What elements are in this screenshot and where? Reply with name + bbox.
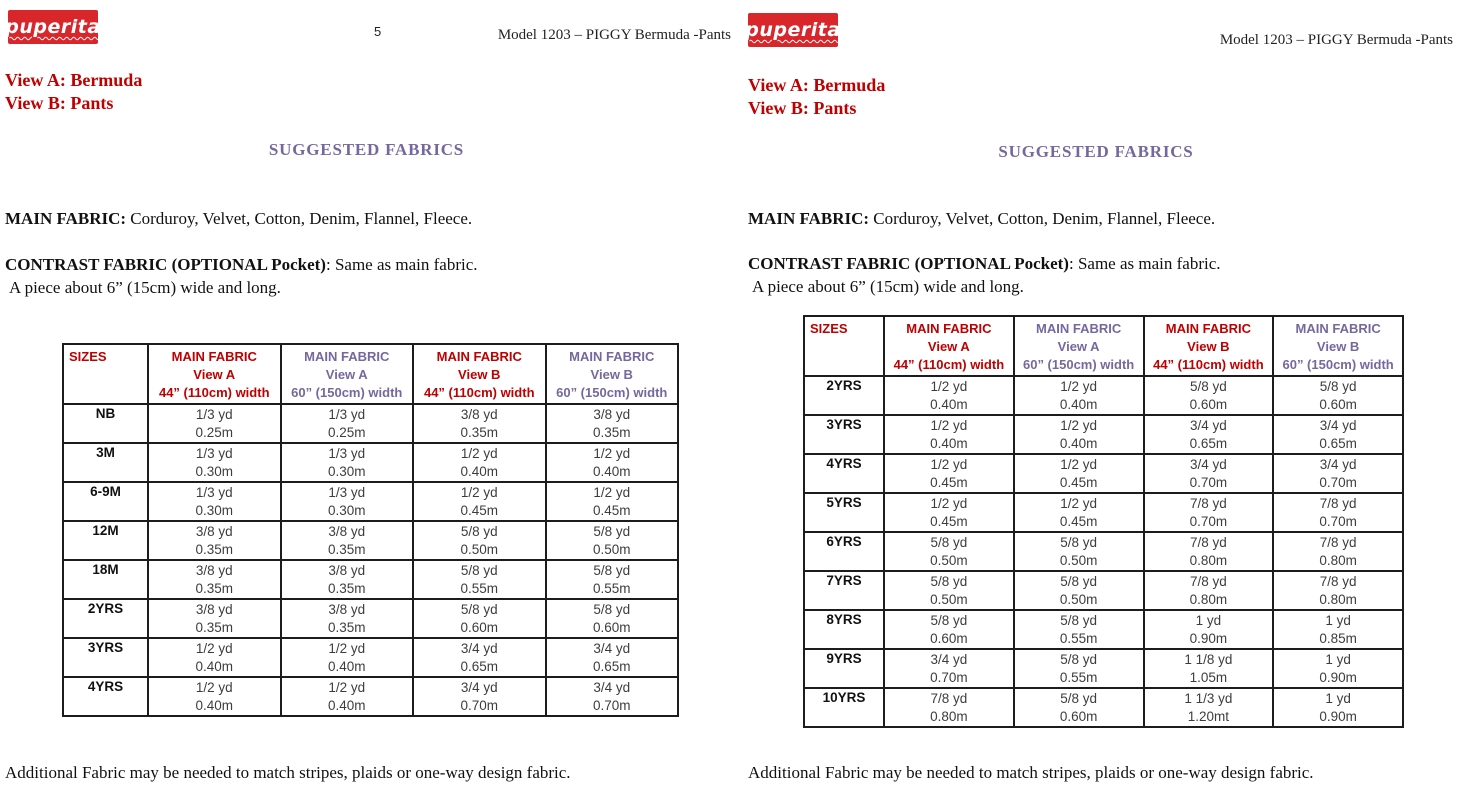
contrast-fabric-line2: A piece about 6” (15cm) wide and long. [752, 277, 1024, 296]
puperita-logo [5, 10, 101, 44]
fabric-amount-cell: 7/8 yd 0.80m [1273, 571, 1403, 610]
size-label: 9YRS [804, 649, 884, 688]
view-b-label: View B: Pants [748, 98, 857, 118]
doc-title: Model 1203 – PIGGY Bermuda -Pants [1219, 32, 1453, 48]
size-label: 8YRS [804, 610, 884, 649]
table-row [804, 571, 1403, 610]
fabric-amount-cell: 5/8 yd 0.50m [1014, 571, 1144, 610]
fabric-amount-cell: 1 1/8 yd 1.05m [1144, 649, 1274, 688]
fabric-amount-cell: 1 yd 0.85m [1273, 610, 1403, 649]
table-row [63, 638, 678, 677]
size-label: 7YRS [804, 571, 884, 610]
fabric-amount-cell: 1/2 yd 0.40m [413, 443, 546, 482]
fabric-amount-cell: 3/8 yd 0.35m [281, 599, 414, 638]
size-label: 12M [63, 521, 148, 560]
fabric-amount-cell: 5/8 yd 0.60m [884, 610, 1014, 649]
fabric-amount-cell: 7/8 yd 0.80m [1144, 571, 1274, 610]
sizes-column-header: SIZES [63, 344, 148, 404]
size-label: 10YRS [804, 688, 884, 727]
fabric-amount-cell: 1 yd 0.90m [1144, 610, 1274, 649]
table-row [63, 599, 678, 638]
section-title: SUGGESTED FABRICS [998, 142, 1194, 161]
size-label: 18M [63, 560, 148, 599]
fabric-amount-cell: 5/8 yd 0.60m [1273, 376, 1403, 415]
main-fabric-text: Corduroy, Velvet, Cotton, Denim, Flannel, Fleece. [869, 209, 1216, 228]
page-right [733, 0, 1459, 789]
fabric-amount-cell: 1/2 yd 0.45m [546, 482, 679, 521]
fabric-amount-cell: 5/8 yd 0.55m [1014, 610, 1144, 649]
fabric-column-header: MAIN FABRIC View A 60” (150cm) width [1014, 316, 1144, 376]
fabric-amount-cell: 5/8 yd 0.55m [1014, 649, 1144, 688]
size-label: 4YRS [63, 677, 148, 716]
main-fabric-text: Corduroy, Velvet, Cotton, Denim, Flannel, Fleece. [126, 209, 473, 228]
contrast-fabric-label: CONTRAST FABRIC (OPTIONAL Pocket) [748, 254, 1069, 273]
table-row [63, 521, 678, 560]
fabric-amount-cell: 1/3 yd 0.30m [281, 443, 414, 482]
fabric-amount-cell: 5/8 yd 0.55m [546, 560, 679, 599]
size-label: 5YRS [804, 493, 884, 532]
fabric-amount-cell: 7/8 yd 0.80m [1144, 532, 1274, 571]
doc-title: Model 1203 – PIGGY Bermuda -Pants [497, 27, 731, 43]
view-labels [5, 69, 142, 115]
contrast-fabric-line2: A piece about 6” (15cm) wide and long. [9, 278, 281, 297]
fabric-amount-cell: 3/4 yd 0.65m [1273, 415, 1403, 454]
size-label: 2YRS [804, 376, 884, 415]
fabric-amount-cell: 1/2 yd 0.40m [1014, 376, 1144, 415]
table-row [804, 688, 1403, 727]
fabric-amount-cell: 1/2 yd 0.40m [1014, 415, 1144, 454]
contrast-fabric-text: : Same as main fabric. [325, 255, 478, 274]
fabric-column-header: MAIN FABRIC View B 60” (150cm) width [546, 344, 679, 404]
view-a-label: View A: Bermuda [5, 70, 143, 90]
table-row [804, 493, 1403, 532]
fabric-amount-cell: 1/2 yd 0.40m [884, 415, 1014, 454]
fabric-amount-cell: 3/4 yd 0.70m [884, 649, 1014, 688]
fabric-amount-cell: 5/8 yd 0.55m [413, 560, 546, 599]
fabric-amount-cell: 3/8 yd 0.35m [413, 404, 546, 443]
puperita-logo [745, 13, 841, 47]
view-b-label: View B: Pants [5, 93, 114, 113]
fabric-amount-cell: 1 yd 0.90m [1273, 649, 1403, 688]
size-label: 4YRS [804, 454, 884, 493]
size-label: 3YRS [63, 638, 148, 677]
fabric-column-header: MAIN FABRIC View B 44” (110cm) width [413, 344, 546, 404]
fabric-amount-cell: 5/8 yd 0.50m [546, 521, 679, 560]
fabric-amount-cell: 3/4 yd 0.70m [413, 677, 546, 716]
fabric-amount-cell: 3/8 yd 0.35m [281, 521, 414, 560]
fabric-amount-cell: 1/2 yd 0.45m [1014, 493, 1144, 532]
main-fabric-line [5, 209, 472, 229]
fabric-amount-cell: 7/8 yd 0.80m [884, 688, 1014, 727]
main-fabric-label: MAIN FABRIC: [748, 209, 870, 228]
fabric-amount-cell: 1/2 yd 0.40m [546, 443, 679, 482]
table-row [804, 415, 1403, 454]
additional-fabric-note: Additional Fabric may be needed to match stripes, plaids or one-way design fabric. [5, 763, 571, 782]
fabric-amount-cell: 1/3 yd 0.30m [281, 482, 414, 521]
size-label: 3YRS [804, 415, 884, 454]
view-a-label: View A: Bermuda [748, 75, 886, 95]
contrast-fabric-line [5, 255, 478, 275]
size-label: 2YRS [63, 599, 148, 638]
fabric-amount-cell: 1 1/3 yd 1.20mt [1144, 688, 1274, 727]
fabric-amount-cell: 1/3 yd 0.30m [148, 482, 281, 521]
puperita-logo-text: puperita [745, 19, 841, 41]
contrast-fabric-text: : Same as main fabric. [1068, 254, 1221, 273]
fabric-amount-cell: 1/3 yd 0.30m [148, 443, 281, 482]
fabric-column-header: MAIN FABRIC View B 60” (150cm) width [1273, 316, 1403, 376]
size-label: 6-9M [63, 482, 148, 521]
main-fabric-label: MAIN FABRIC: [5, 209, 127, 228]
fabric-amount-cell: 1/2 yd 0.45m [884, 454, 1014, 493]
fabric-amount-cell: 3/8 yd 0.35m [546, 404, 679, 443]
fabric-amount-cell: 5/8 yd 0.50m [884, 571, 1014, 610]
fabric-amount-cell: 3/4 yd 0.70m [1273, 454, 1403, 493]
fabric-amount-cell: 1/2 yd 0.40m [281, 677, 414, 716]
fabric-amount-cell: 3/8 yd 0.35m [281, 560, 414, 599]
size-label: 6YRS [804, 532, 884, 571]
fabric-amount-cell: 1 yd 0.90m [1273, 688, 1403, 727]
table-row [63, 404, 678, 443]
table-row [804, 376, 1403, 415]
puperita-logo-text: puperita [5, 16, 101, 38]
fabric-amount-cell: 3/8 yd 0.35m [148, 521, 281, 560]
sizes-column-header: SIZES [804, 316, 884, 376]
fabric-column-header: MAIN FABRIC View A 44” (110cm) width [148, 344, 281, 404]
fabric-amount-cell: 5/8 yd 0.50m [413, 521, 546, 560]
fabric-amount-cell: 1/3 yd 0.25m [148, 404, 281, 443]
table-row [63, 560, 678, 599]
fabric-amount-cell: 5/8 yd 0.60m [413, 599, 546, 638]
fabric-amount-cell: 1/2 yd 0.40m [884, 376, 1014, 415]
fabric-requirements-table [62, 343, 679, 717]
fabric-amount-cell: 3/4 yd 0.65m [1144, 415, 1274, 454]
fabric-amount-cell: 1/2 yd 0.45m [413, 482, 546, 521]
view-labels [748, 74, 885, 120]
fabric-amount-cell: 7/8 yd 0.70m [1273, 493, 1403, 532]
fabric-amount-cell: 1/2 yd 0.40m [281, 638, 414, 677]
table-row [804, 649, 1403, 688]
additional-fabric-note: Additional Fabric may be needed to match stripes, plaids or one-way design fabric. [748, 763, 1314, 782]
fabric-amount-cell: 5/8 yd 0.50m [1014, 532, 1144, 571]
table-row [63, 443, 678, 482]
table-row [804, 454, 1403, 493]
fabric-amount-cell: 7/8 yd 0.80m [1273, 532, 1403, 571]
table-row [804, 532, 1403, 571]
size-label: 3M [63, 443, 148, 482]
fabric-amount-cell: 5/8 yd 0.60m [1144, 376, 1274, 415]
fabric-amount-cell: 5/8 yd 0.60m [1014, 688, 1144, 727]
fabric-amount-cell: 3/4 yd 0.70m [1144, 454, 1274, 493]
fabric-amount-cell: 7/8 yd 0.70m [1144, 493, 1274, 532]
section-title: SUGGESTED FABRICS [268, 140, 465, 159]
main-fabric-line [748, 209, 1215, 229]
fabric-amount-cell: 3/4 yd 0.65m [413, 638, 546, 677]
fabric-amount-cell: 1/2 yd 0.45m [884, 493, 1014, 532]
fabric-amount-cell: 3/8 yd 0.35m [148, 599, 281, 638]
page-number: 5 [374, 24, 382, 39]
fabric-amount-cell: 1/2 yd 0.40m [148, 677, 281, 716]
fabric-amount-cell: 3/4 yd 0.70m [546, 677, 679, 716]
fabric-amount-cell: 1/2 yd 0.40m [148, 638, 281, 677]
fabric-column-header: MAIN FABRIC View A 44” (110cm) width [884, 316, 1014, 376]
fabric-requirements-table [803, 315, 1404, 728]
contrast-fabric-line [748, 254, 1221, 274]
contrast-fabric-label: CONTRAST FABRIC (OPTIONAL Pocket) [5, 255, 326, 274]
fabric-amount-cell: 5/8 yd 0.60m [546, 599, 679, 638]
fabric-amount-cell: 1/3 yd 0.25m [281, 404, 414, 443]
fabric-column-header: MAIN FABRIC View B 44” (110cm) width [1144, 316, 1274, 376]
table-row [63, 482, 678, 521]
fabric-amount-cell: 3/4 yd 0.65m [546, 638, 679, 677]
table-row [804, 610, 1403, 649]
size-label: NB [63, 404, 148, 443]
fabric-amount-cell: 3/8 yd 0.35m [148, 560, 281, 599]
fabric-amount-cell: 1/2 yd 0.45m [1014, 454, 1144, 493]
fabric-column-header: MAIN FABRIC View A 60” (150cm) width [281, 344, 414, 404]
fabric-amount-cell: 5/8 yd 0.50m [884, 532, 1014, 571]
table-row [63, 677, 678, 716]
